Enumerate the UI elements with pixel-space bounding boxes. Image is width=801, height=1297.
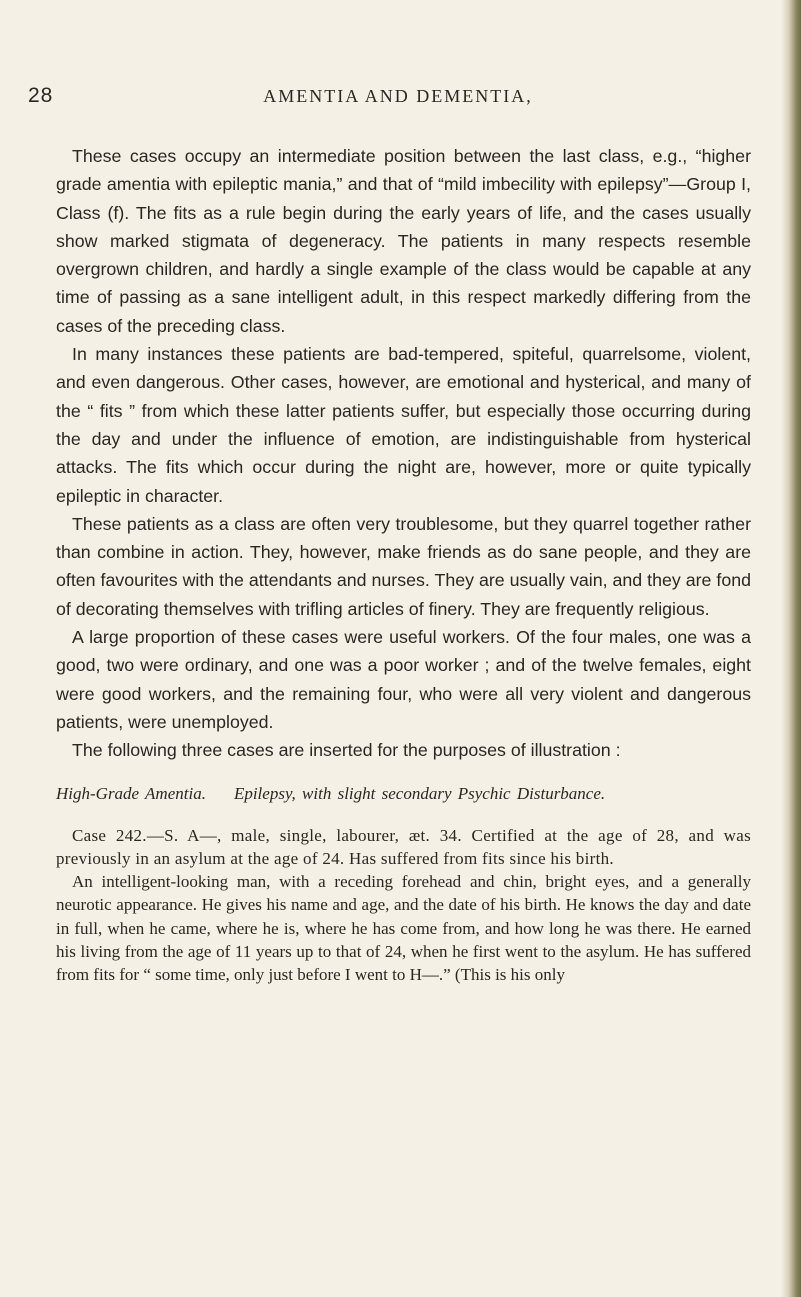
case-heading-right: Epilepsy, with slight secondary Psychic Disturbance. (233, 783, 606, 803)
paragraph-3: These patients as a class are often very troublesome, but they quarrel together rather than combine in action. They, however, make friends as do sane people, and they are often favourites with the attendants and nurses. They are usually vain, and they are fond of decorating themselves with trifling articles of finery. They are frequently religious. (56, 513, 751, 619)
page-edge-shadow (781, 0, 801, 1297)
case-paragraph-2: An intelligent-looking man, with a receding forehead and chin, bright eyes, and a generally neurotic appearance. He gives his name and age, and the date of his birth. He knows the day and date in full, when he came, where he is, where he has come from, and how long he was there. He earned his living from the age of 11 years up to that of 24, when he first went to the asylum. He has suffered from fits for “ some time, only just before I went to H—.” (This is his only (56, 872, 751, 985)
running-title: AMENTIA AND DEMENTIA, (263, 86, 533, 106)
running-head (28, 84, 768, 108)
case-242 (56, 824, 751, 987)
paragraph-4: A large proportion of these cases were useful workers. Of the four males, one was a good, two were ordinary, and one was a poor worker ; and of the twelve females, eight were good workers, and the remaining four, who were all very violent and dangerous patients, were unemployed. (56, 627, 751, 732)
paragraph-2: In many instances these patients are bad-tempered, spiteful, quarrelsome, violent, and even dangerous. Other cases, however, are emotional and hysterical, and many of the “ fits ” from which these latter patients suffer, but especially those occurring during the day and under the influence of emotion, are indistinguishable from hysterical attacks. The fits which occur during the night are, however, more or quite typically epileptic in character. (56, 344, 751, 506)
case-heading-left: High-Grade Amentia. (56, 783, 206, 803)
case-heading (56, 783, 751, 804)
paragraph-5: The following three cases are inserted for the purposes of illustration : (72, 740, 621, 761)
main-text (56, 142, 751, 987)
paragraph-1: These cases occupy an intermediate position between the last class, e.g., “higher grade amentia with epileptic mania,” and that of “mild imbecility with epilepsy”—Group I, Class (f). The fits as a rule begin during the early years of life, and the cases usually show marked stigmata of degeneracy. The patients in many respects resemble overgrown children, and hardly a single example of the class would be capable at any time of passing as a sane intelligent adult, in this respect markedly differing from the cases of the preceding class. (56, 146, 751, 336)
page-number: 28 (28, 84, 54, 107)
case-paragraph-1: Case 242.—S. A—, male, single, labourer, æt. 34. Certified at the age of 28, and was previously in an asylum at the age of 24. Has suffered from fits since his birth. (56, 825, 751, 868)
